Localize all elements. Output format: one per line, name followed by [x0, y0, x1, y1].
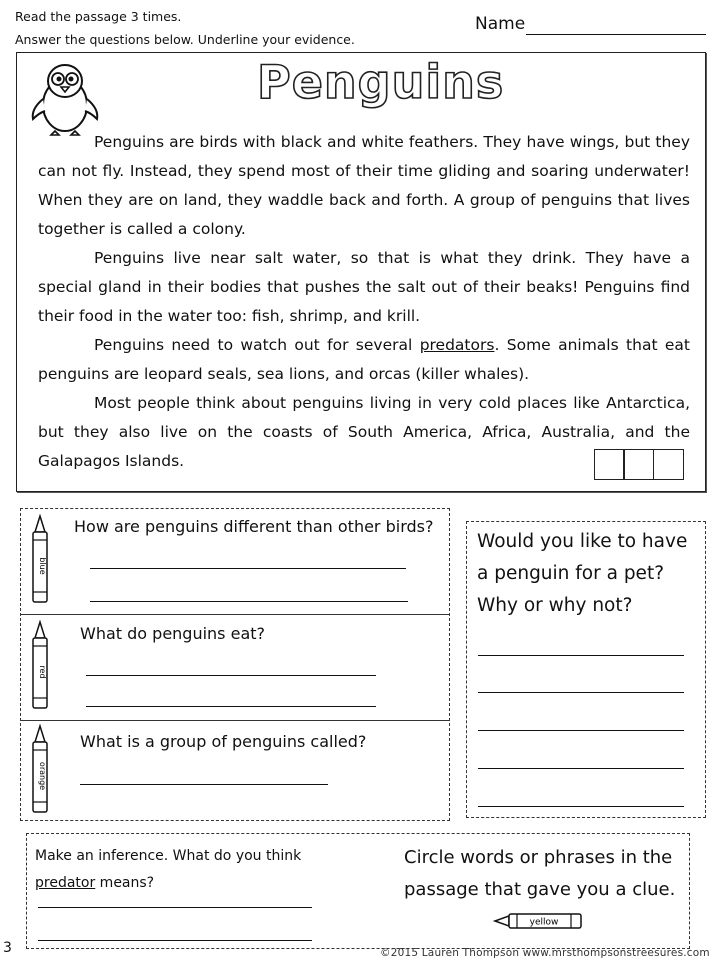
- answer-line[interactable]: [478, 655, 684, 656]
- passage-title: Penguins: [257, 55, 505, 109]
- paragraph-1: Penguins are birds with black and white feathers. They have wings, but they can not fly. Instead, they spend most of their time gliding and soaring underwater! When they are on land, they waddle back and forth. A group of penguins that lives together is called a colony.: [38, 133, 690, 238]
- answer-line[interactable]: [86, 675, 376, 676]
- answer-line[interactable]: [478, 730, 684, 731]
- passage-box: [16, 52, 706, 492]
- blue-crayon-icon: [28, 514, 52, 606]
- inference-after: means?: [95, 875, 155, 891]
- inference-line-1: Make an inference. What do you think: [35, 848, 302, 864]
- paragraph-3: [38, 331, 690, 389]
- instruction-line-1: Read the passage 3 times.: [15, 9, 182, 24]
- passage-text: [38, 128, 690, 476]
- crayon-label: orange: [38, 761, 47, 791]
- reading-count-boxes: [595, 449, 684, 480]
- pet-question: Would you like to have a penguin for a pet? Why or why not?: [477, 531, 688, 616]
- read-count-box[interactable]: [653, 449, 684, 480]
- crayon-label: yellow: [529, 917, 559, 928]
- questions-box: [20, 508, 450, 821]
- paragraph-3-end: . Some animals that eat penguins are leopard seals, sea lions, and orcas (killer whales).: [38, 336, 690, 383]
- answer-line[interactable]: [478, 806, 684, 807]
- crayon-label: blue: [38, 557, 47, 575]
- yellow-crayon-icon: [493, 909, 585, 933]
- footer-credit: ©2015 Lauren Thompson www.mrsthompsonstreesures.com: [380, 947, 710, 959]
- read-count-box[interactable]: [594, 449, 625, 480]
- question-3: What is a group of penguins called?: [80, 732, 367, 751]
- name-line[interactable]: [526, 34, 706, 35]
- answer-line[interactable]: [38, 907, 312, 908]
- predator-word: predator: [35, 875, 96, 891]
- divider: [21, 720, 449, 721]
- name-label: Name: [475, 14, 526, 34]
- predators-word: predators: [419, 336, 495, 354]
- divider: [21, 614, 449, 615]
- answer-line[interactable]: [38, 940, 312, 941]
- answer-line[interactable]: [80, 784, 328, 785]
- answer-line[interactable]: [90, 601, 408, 602]
- answer-line[interactable]: [478, 768, 684, 769]
- page-number: 3: [3, 940, 12, 956]
- paragraph-4: Most people think about penguins living in very cold places like Antarctica, but they also live on the coasts of South America, Africa, Australia, and the Galapagos Islands.: [38, 394, 690, 470]
- crayon-label: red: [38, 665, 47, 679]
- answer-line[interactable]: [86, 706, 376, 707]
- inference-line-2: [35, 870, 301, 897]
- instruction-line-2: Answer the questions below. Underline your evidence.: [15, 32, 355, 47]
- answer-line[interactable]: [90, 568, 406, 569]
- question-2: What do penguins eat?: [80, 624, 266, 643]
- orange-crayon-icon: [28, 724, 52, 816]
- clue-instruction: Circle words or phrases in the passage that gave you a clue.: [404, 847, 676, 900]
- red-crayon-icon: [28, 620, 52, 712]
- read-count-box[interactable]: [623, 449, 654, 480]
- paragraph-2: Penguins live near salt water, so that is what they drink. They have a special gland in their bodies that pushes the salt out of their beaks! Penguins find their food in the water too: fish, shrimp, and krill.: [38, 249, 690, 325]
- inference-question: [35, 843, 301, 897]
- answer-line[interactable]: [478, 692, 684, 693]
- penguin-icon: [25, 59, 105, 137]
- paragraph-3-start: Penguins need to watch out for several: [94, 336, 420, 354]
- question-1: How are penguins different than other birds?: [74, 517, 434, 536]
